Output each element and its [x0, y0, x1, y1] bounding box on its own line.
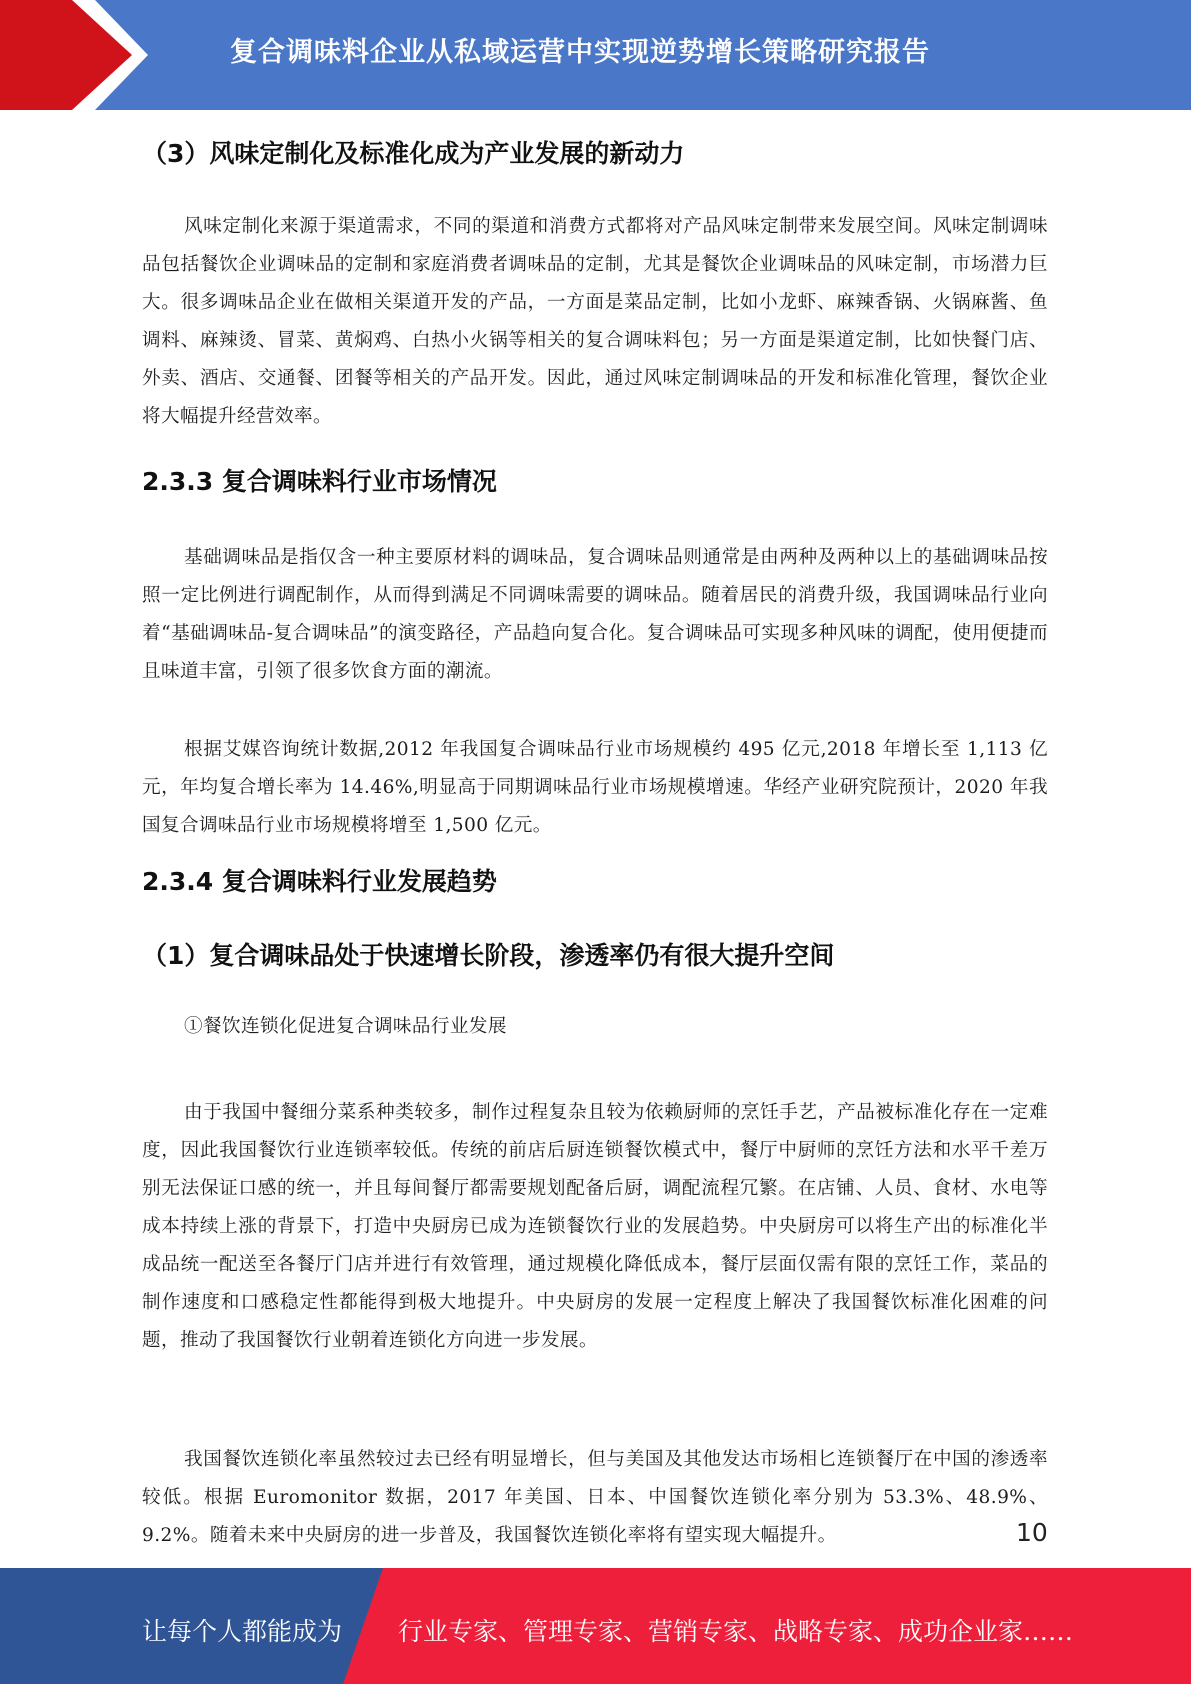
footer-slogan-left: 让每个人都能成为	[142, 1617, 343, 1646]
header-banner	[0, 0, 1191, 110]
section-heading-2-3-4: 2.3.4 复合调味料行业发展趋势	[142, 867, 497, 896]
paragraph-central-kitchen: 由于我国中餐细分菜系种类较多，制作过程复杂且较为依赖厨师的烹饪手艺，产品被标准化存在一定难度，因此我国餐饮行业连锁率较低。传统的前店后厨连锁餐饮模式中，餐厅中厨师的烹饪方法和水平千差万别无法保证口感的统一，并且每间餐厅都需要规划配备后厨，调配流程冗繁。在店铺、人员、食材、水电等成本持续上涨的背景下，打造中央厨房已成为连锁餐饮行业的发展趋势。中央厨房可以将生产出的标准化半成品统一配送至各餐厅门店并进行有效管理，通过规模化降低成本，餐厅层面仅需有限的烹饪工作，菜品的制作速度和口感稳定性都能得到极大地提升。中央厨房的发展一定程度上解决了我国餐饮标准化困难的问题，推动了我国餐饮行业朝着连锁化方向进一步发展。	[142, 1102, 1048, 1351]
page-number: 10	[1016, 1518, 1048, 1547]
section-heading-2-3-3: 2.3.3 复合调味料行业市场情况	[142, 467, 497, 496]
paragraph-flavor-customization: 风味定制化来源于渠道需求，不同的渠道和消费方式都将对产品风味定制带来发展空间。风味定制调味品包括餐饮企业调味品的定制和家庭消费者调味品的定制，尤其是餐饮企业调味品的风味定制，市场潜力巨大。很多调味品企业在做相关渠道开发的产品，一方面是菜品定制，比如小龙虾、麻辣香锅、火锅麻酱、鱼调料、麻辣烫、冒菜、黄焖鸡、白热小火锅等相关的复合调味料包；另一方面是渠道定制，比如快餐门店、外卖、酒店、交通餐、团餐等相关的产品开发。因此，通过风味定制调味品的开发和标准化管理，餐饮企业将大幅提升经营效率。	[142, 216, 1048, 427]
subsection-heading-rapid-growth: （1）复合调味品处于快速增长阶段，渗透率仍有很大提升空间	[142, 941, 835, 970]
paragraph-market-size: 根据艾媒咨询统计数据,2012 年我国复合调味品行业市场规模约 495 亿元,2018 年增长至 1,113 亿元，年均复合增长率为 14.46%,明显高于同期调味品行业市场规模增速。华经产业研究院预计，2020 年我国复合调味品行业市场规模将增至 1,500 亿元。	[142, 739, 1048, 836]
paragraph-market-definition: 基础调味品是指仅含一种主要原材料的调味品，复合调味品则通常是由两种及两种以上的基础调味品按照一定比例进行调配制作，从而得到满足不同调味需要的调味品。随着居民的消费升级，我国调味品行业向着“基础调味品-复合调味品”的演变路径，产品趋向复合化。复合调味品可实现多种风味的调配，使用便捷而且味道丰富，引领了很多饮食方面的潮流。	[142, 547, 1048, 682]
footer-banner	[0, 1568, 1191, 1684]
paragraph-chain-rate: 我国餐饮连锁化率虽然较过去已经有明显增长，但与美国及其他发达市场相匕连锁餐厅在中国的渗透率较低。根据 Euromonitor 数据，2017 年美国、日本、中国餐饮连锁化率分别为 53.3%、48.9%、9.2%。随着未来中央厨房的进一步普及，我国餐饮连锁化率将有望实现大幅提升。	[142, 1449, 1048, 1546]
section-heading-flavor-customization: （3）风味定制化及标准化成为产业发展的新动力	[142, 139, 685, 168]
footer-slogan-right: 行业专家、管理专家、营销专家、战略专家、成功企业家……	[398, 1617, 1074, 1646]
report-title: 复合调味料企业从私域运营中实现逆势增长策略研究报告	[230, 37, 930, 68]
list-item-chain-catering: ①餐饮连锁化促进复合调味品行业发展	[184, 1016, 507, 1037]
